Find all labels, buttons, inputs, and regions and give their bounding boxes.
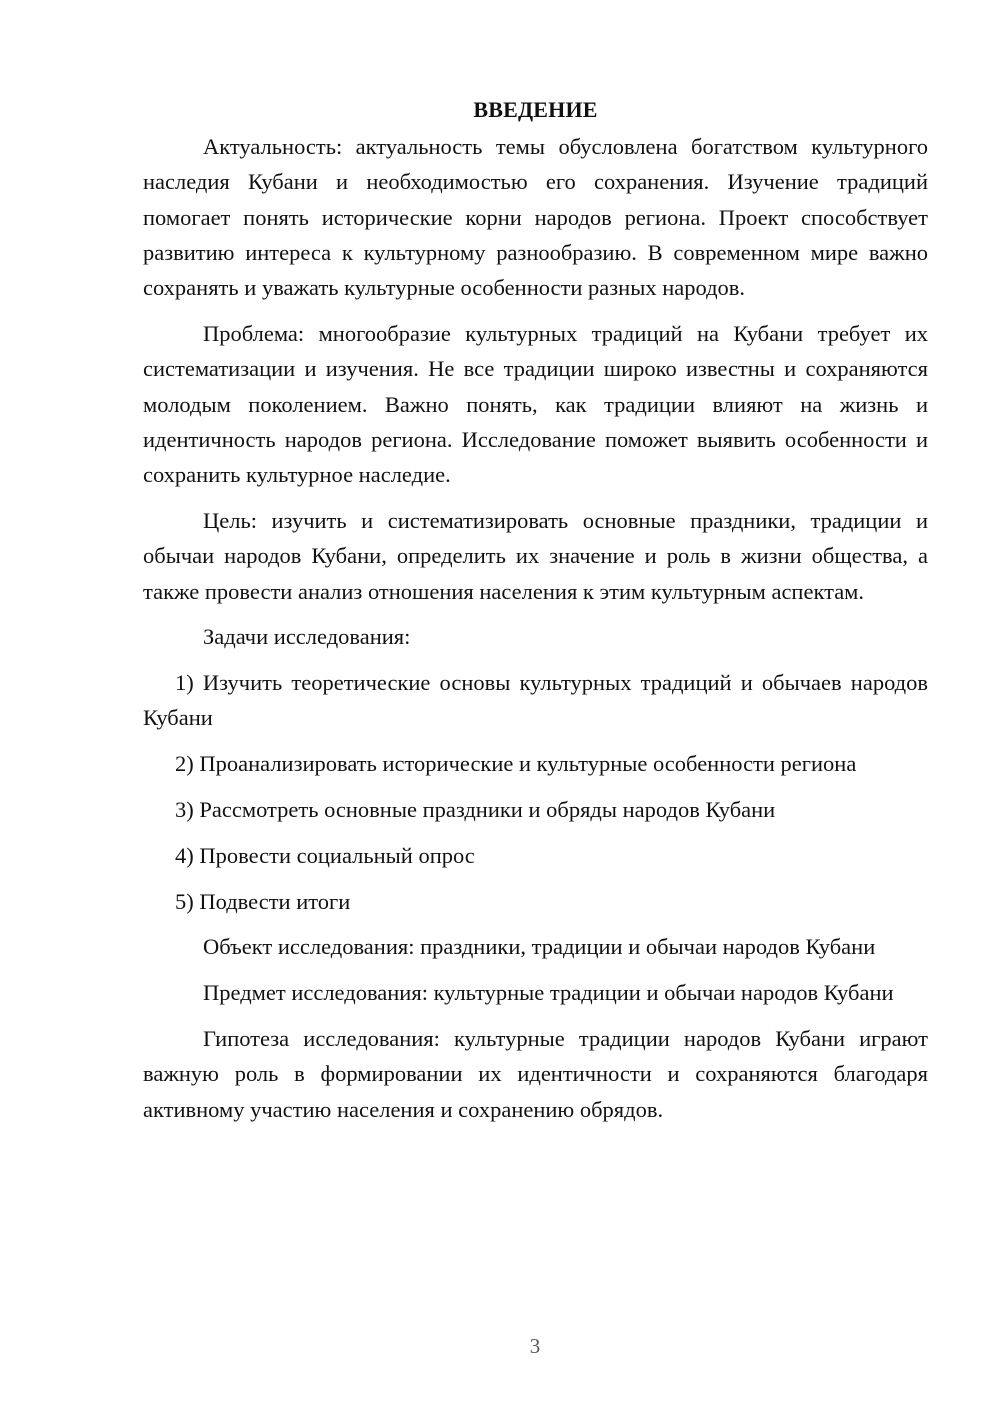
- document-page: [143, 92, 928, 1137]
- task-item-3: 3) Рассмотреть основные праздники и обряды народов Кубани: [175, 797, 776, 823]
- task-item-1: 1) Изучить теоретические основы культурных традиций и обычаев народов Кубани: [143, 670, 928, 731]
- page-number: 3: [529, 1334, 541, 1358]
- tasks-heading: Задачи исследования:: [203, 624, 411, 650]
- problem-paragraph: Проблема: многообразие культурных традиций на Кубани требует их систематизации и изучения. Не все традиции широко известны и сохраняются молодым поколением. Важно понять, как традиции влияют на жизнь и идентичность народов региона. Исследование поможет выявить особенности и сохранить культурное наследие.: [143, 320, 928, 488]
- task-item-2: 2) Проанализировать исторические и культурные особенности региона: [175, 751, 857, 777]
- hypothesis-paragraph: Гипотеза исследования: культурные традиции народов Кубани играют важную роль в формировании их идентичности и сохраняются благодаря активному участию населения и сохранению обрядов.: [143, 1026, 928, 1122]
- subject-paragraph: Предмет исследования: культурные традиции и обычаи народов Кубани: [203, 980, 894, 1006]
- goal-paragraph: Цель: изучить и систематизировать основные праздники, традиции и обычаи народов Кубани, определить их значение и роль в жизни общества, а также провести анализ отношения населения к этим культурным аспектам.: [143, 507, 928, 604]
- object-paragraph: Объект исследования: праздники, традиции и обычаи народов Кубани: [203, 934, 876, 960]
- task-item-4: 4) Провести социальный опрос: [175, 842, 475, 868]
- relevance-paragraph: Актуальность: актуальность темы обусловлена богатством культурного наследия Кубани и необходимостью его сохранения. Изучение традиций помогает понять исторические корни народов региона. Проект способствует развитию интереса к культурному разнообразию. В современном мире важно сохранять и уважать культурные особенности разных народов.: [143, 134, 928, 301]
- task-item-5: 5) Подвести итоги: [175, 888, 351, 914]
- page-title: ВВЕДЕНИЕ: [473, 97, 598, 122]
